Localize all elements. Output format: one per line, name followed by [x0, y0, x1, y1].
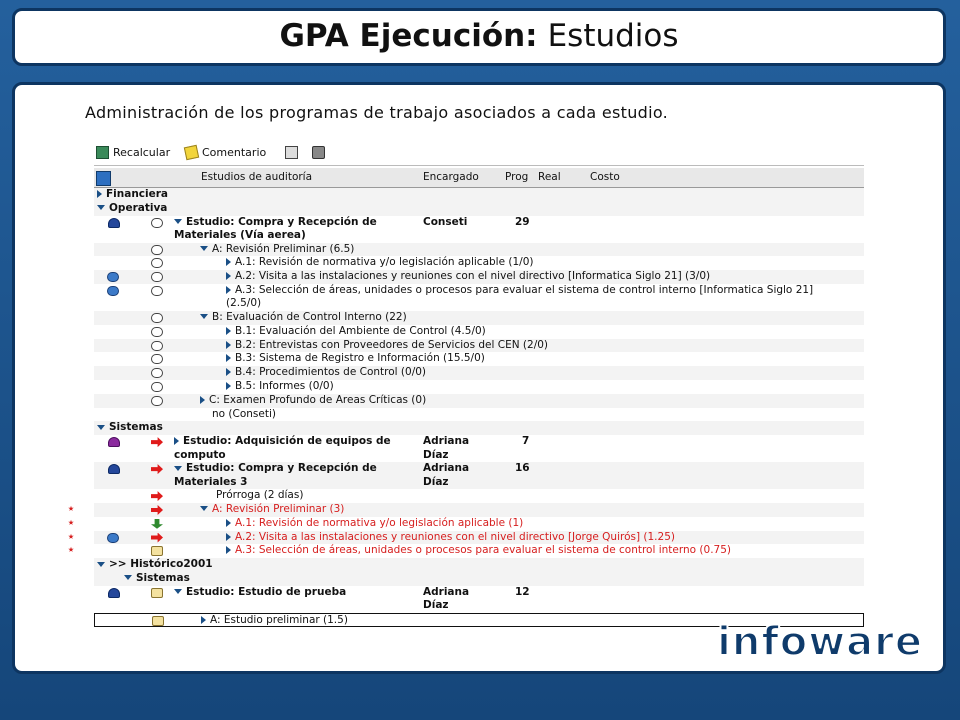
collapse-down-icon	[97, 425, 105, 430]
star-icon: ★	[68, 502, 75, 514]
refresh-icon[interactable]	[96, 171, 111, 186]
expand-right-icon	[201, 616, 206, 624]
collapse-down-icon	[97, 562, 105, 567]
col-real: Real	[538, 171, 561, 183]
tree-row[interactable]: ★ A.2: Visita a las instalaciones y reuniones con el nivel directivo [Jorge Quirós] (1.25)	[94, 531, 864, 545]
binoculars-icon[interactable]	[151, 368, 163, 378]
toolbar	[94, 140, 864, 166]
collapse-down-icon	[200, 314, 208, 319]
content-panel	[12, 82, 946, 674]
tree-row[interactable]: A: Revisión Preliminar (6.5)	[94, 243, 864, 257]
expand-right-icon	[226, 341, 231, 349]
tree-row[interactable]: B.2: Entrevistas con Proveedores de Servicios del CEN (2/0)	[94, 339, 864, 353]
expand-right-icon	[226, 368, 231, 376]
tree-row[interactable]: Prórroga (2 días)	[94, 489, 864, 503]
recalc-button[interactable]	[96, 144, 170, 161]
tree-row[interactable]: Sistemas	[94, 572, 864, 586]
tree-row[interactable]: ★ A.1: Revisión de normativa y/o legislación aplicable (1)	[94, 517, 864, 531]
binoculars-icon[interactable]	[151, 245, 163, 255]
calculator-icon	[96, 146, 109, 159]
red-arrow-icon[interactable]	[151, 491, 163, 501]
user-icon	[108, 588, 120, 598]
collapse-down-icon	[174, 589, 182, 594]
tree-row[interactable]: B.1: Evaluación del Ambiente de Control (4.5/0)	[94, 325, 864, 339]
collapse-down-icon	[97, 205, 105, 210]
tools-icon	[312, 146, 325, 159]
red-arrow-icon[interactable]	[151, 437, 163, 447]
expand-right-icon	[226, 286, 231, 294]
tree-row[interactable]: C: Examen Profundo de Areas Críticas (0)	[94, 394, 864, 408]
envelope-icon[interactable]	[151, 546, 163, 556]
recalc-label: Recalcular	[113, 146, 171, 159]
tree-row[interactable]: A.2: Visita a las instalaciones y reuniones con el nivel directivo [Informatica Siglo 21] (3/0)	[94, 270, 864, 284]
tools-button[interactable]	[312, 144, 325, 161]
red-arrow-icon[interactable]	[151, 505, 163, 515]
title-bar	[12, 8, 946, 66]
tree-row[interactable]: Financiera	[94, 188, 864, 202]
expand-right-icon	[226, 327, 231, 335]
expand-right-icon	[226, 258, 231, 266]
collapse-down-icon	[124, 575, 132, 580]
binoculars-icon[interactable]	[151, 396, 163, 406]
binoculars-icon[interactable]	[151, 382, 163, 392]
binoculars-icon[interactable]	[151, 258, 163, 268]
user-icon	[108, 218, 120, 228]
col-studies: Estudios de auditoría	[201, 171, 313, 183]
star-icon: ★	[68, 516, 75, 528]
expand-right-icon	[226, 546, 231, 554]
note-icon	[184, 145, 199, 160]
tree-row[interactable]: B.5: Informes (0/0)	[94, 380, 864, 394]
col-cost: Costo	[590, 171, 620, 183]
collapse-down-icon	[174, 466, 182, 471]
expand-right-icon	[226, 533, 231, 541]
tree-row[interactable]: Estudio: Compra y Recepción de Materiales 3 Adriana Díaz 16	[94, 462, 864, 489]
col-owner: Encargado	[423, 171, 479, 183]
binoculars-icon[interactable]	[151, 327, 163, 337]
tree-row[interactable]: A.3: Selección de áreas, unidades o procesos para evaluar el sistema de control interno [Informatica Siglo 21] (2.5/0)	[94, 284, 864, 311]
studies-grid	[68, 168, 864, 627]
tree-row[interactable]: B: Evaluación de Control Interno (22)	[94, 311, 864, 325]
binoculars-icon[interactable]	[151, 286, 163, 296]
tree-row[interactable]: Estudio: Adquisición de equipos de computo Adriana Díaz 7	[94, 435, 864, 462]
red-arrow-icon[interactable]	[151, 464, 163, 474]
expand-right-icon	[226, 519, 231, 527]
tree-row[interactable]: >> Histórico2001	[94, 558, 864, 572]
binoculars-icon[interactable]	[151, 341, 163, 351]
tree-row[interactable]: ★ A.3: Selección de áreas, unidades o procesos para evaluar el sistema de control interno (0.75)	[94, 544, 864, 558]
globe-icon	[107, 533, 119, 543]
comment-label: Comentario	[202, 146, 267, 159]
infoware-logo: infoware	[717, 619, 923, 665]
star-icon: ★	[68, 544, 75, 556]
star-icon: ★	[68, 530, 75, 542]
title-bold: GPA Ejecución:	[279, 18, 538, 54]
tree-row[interactable]: Estudio: Estudio de prueba Adriana Díaz 12	[94, 586, 864, 613]
comment-button[interactable]	[185, 144, 266, 161]
expand-right-icon	[97, 190, 102, 198]
folder-icon[interactable]	[152, 616, 164, 626]
title-rest: Estudios	[547, 18, 679, 54]
folder-icon[interactable]	[151, 588, 163, 598]
globe-icon	[107, 272, 119, 282]
expand-right-icon	[174, 437, 179, 445]
red-arrow-icon[interactable]	[151, 533, 163, 543]
subtitle: Administración de los programas de trabajo asociados a cada estudio.	[85, 103, 669, 122]
globe-icon	[107, 286, 119, 296]
tree-row-selected[interactable]: A: Estudio preliminar (1.5)	[94, 613, 864, 627]
user-icon	[108, 464, 120, 474]
binoculars-icon[interactable]	[151, 272, 163, 282]
tree-row[interactable]: B.4: Procedimientos de Control (0/0)	[94, 366, 864, 380]
binoculars-icon[interactable]	[151, 354, 163, 364]
tree-row[interactable]: Sistemas	[94, 421, 864, 435]
collapse-down-icon	[200, 506, 208, 511]
tree-row[interactable]: Operativa	[94, 202, 864, 216]
expand-right-icon	[226, 272, 231, 280]
grid-header	[94, 168, 864, 188]
tree-row[interactable]: ★ A: Revisión Preliminar (3)	[94, 503, 864, 517]
user-icon	[108, 437, 120, 447]
tree-row[interactable]: Estudio: Compra y Recepción de Materiales (Vía aerea) Conseti 29	[94, 216, 864, 243]
binoculars-icon[interactable]	[151, 313, 163, 323]
tree-row[interactable]: A.1: Revisión de normativa y/o legislación aplicable (1/0)	[94, 256, 864, 270]
expand-right-icon	[226, 354, 231, 362]
expand-button[interactable]	[285, 144, 298, 161]
tree-row: no (Conseti)	[94, 408, 864, 422]
tree-row[interactable]: B.3: Sistema de Registro e Información (15.5/0)	[94, 352, 864, 366]
collapse-down-icon	[174, 219, 182, 224]
col-prog: Prog	[505, 171, 529, 183]
cross-icon	[285, 146, 298, 159]
expand-right-icon	[200, 396, 205, 404]
green-down-arrow-icon[interactable]	[151, 519, 163, 529]
page-title	[15, 11, 943, 61]
collapse-down-icon	[200, 246, 208, 251]
expand-right-icon	[226, 382, 231, 390]
binoculars-icon[interactable]	[151, 218, 163, 228]
